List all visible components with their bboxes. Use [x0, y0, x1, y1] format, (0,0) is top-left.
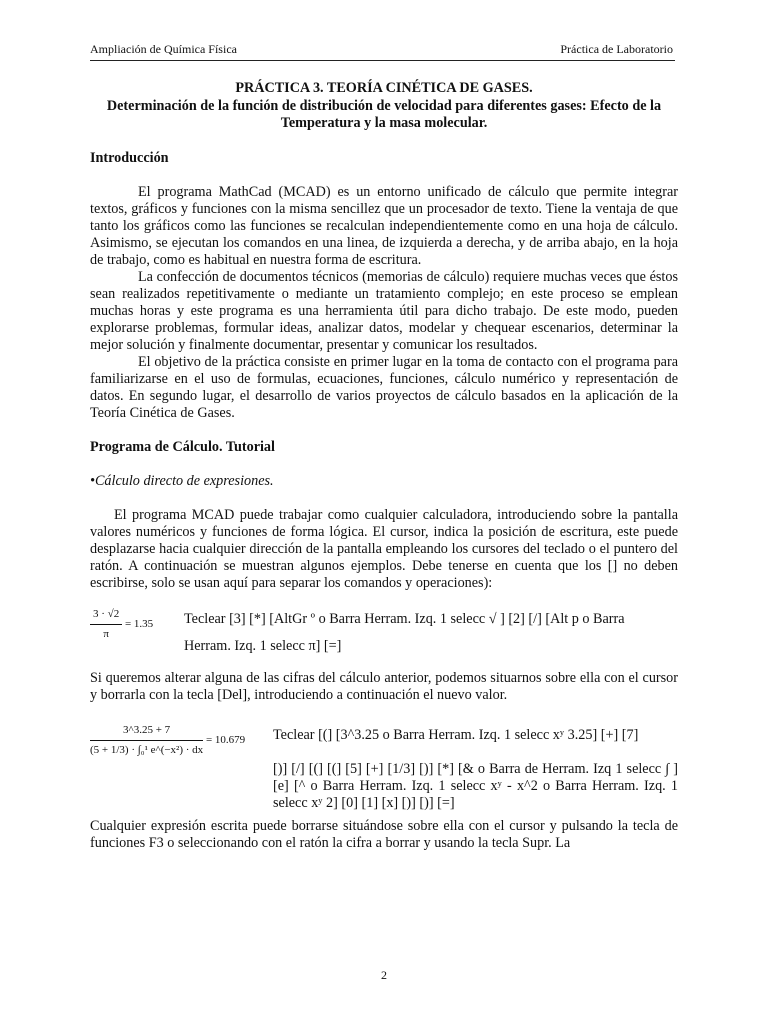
intro-paragraph-3: El objetivo de la práctica consiste en primer lugar en la toma de contacto con el programa para familiarizarse en el uso de formulas, ecuaciones, funciones, cálculo numérico y representación de datos. En segundo lugar, el desarrollo de varios proyectos de cálculo basados en la aplicación de la Teoría Cinética de Gases.: [90, 353, 678, 421]
intro-heading: Introducción: [90, 149, 169, 166]
tutorial-paragraph-1: El programa MCAD puede trabajar como cualquier calculadora, introduciendo sobre la pantalla valores numéricos y funciones de forma lógica. El cursor, indica la posición de escritura, este puede desplazarse hacia cualquier dirección de la pantalla empleando los cursores del teclado o el puntero del ratón. A continuación se muestran algunos ejemplos. Debe tenerse en cuenta que los [] no deben escribirse, solo se usan aquí para separar los comandos y operaciones):: [90, 506, 678, 591]
ex1-result: = 1.35: [124, 617, 154, 630]
header-left: Ampliación de Química Física: [90, 42, 237, 56]
last-paragraph: Cualquier expresión escrita puede borrarse situándose sobre ella con el cursor y pulsando la tecla de funciones F3 o seleccionando con el ratón la cifra a borrar y usando la tecla Supr. La: [90, 817, 678, 851]
tutorial-heading: Programa de Cálculo. Tutorial: [90, 438, 275, 455]
page-content: [90, 80, 678, 852]
ex2-text-line-b: [)] [/] [(] [(] [5] [+] [1/3] [)] [*] [& o Barra de Herram. Izq 1 selecc ∫ ] [e] [^ o Barra Herram. Izq. 1 selecc xʸ - x^2 o Barra Herram. Izq. 1 selecc xʸ 2] [0] [1] [x] [)] [)] [=]: [273, 760, 678, 811]
ex1-text-line-a: Teclear [3] [*] [AltGr º o Barra Herram. Izq. 1 selecc √ ] [2] [/] [Alt p o Barra: [184, 610, 625, 627]
intro-paragraph-1: El programa MathCad (MCAD) es un entorno unificado de cálculo que permite integrar textos, gráficos y funciones con la misma sencillez que un procesador de texto. Tiene la ventaja de que tanto los gráficos como las funciones se recalculan independientemente como en una hoja de cálculo. Asimismo, se ejecutan los comandos en una linea, de izquierda a derecha, y de arriba abajo, en la hoja de trabajo, como es habitual en nuestra forma de escritura.: [90, 183, 678, 268]
ex2-denominator: (5 + 1/3) · ∫₀¹ e^(−x²) · dx: [90, 743, 204, 756]
ex1-denominator: π: [103, 627, 109, 640]
header-rule: [90, 60, 675, 61]
example-1: [90, 592, 678, 658]
ex2-text-line-a: Teclear [(] [3^3.25 o Barra Herram. Izq. 1 selecc xʸ 3.25] [+] [7]: [273, 726, 639, 743]
ex2-result: = 10.679: [205, 733, 246, 746]
ex1-numerator: 3 · √2: [90, 606, 122, 625]
bullet-direct-calc: •Cálculo directo de expresiones.: [90, 472, 274, 489]
header-right: Práctica de Laboratorio: [560, 42, 673, 56]
example-2: [90, 704, 678, 812]
ex2-numerator: 3^3.25 + 7: [90, 722, 203, 741]
intro-paragraph-2: La confección de documentos técnicos (memorias de cálculo) requiere muchas veces que éstos sean realizados repetitivamente o mediante un tratamiento complejo; en este proceso se emplean muchas horas y este programa es una herramienta útil para dicho trabajo. De este modo, pueden explorarse problemas, formular ideas, analizar datos, modelar y chequear escenarios, determinar la mejor solución y finalmente documentar, presentar y comunicar los resultados.: [90, 268, 678, 353]
title-line-1: PRÁCTICA 3. TEORÍA CINÉTICA DE GASES.: [235, 80, 533, 96]
middle-paragraph: Si queremos alterar alguna de las cifras del cálculo anterior, podemos situarnos sobre ella con el cursor y borrarla con la tecla [Del], introduciendo a continuación el nuevo valor.: [90, 669, 678, 703]
page-number: 2: [381, 968, 387, 982]
title-line-2: Determinación de la función de distribución de velocidad para diferentes gases: Efecto de la Temperatura y la masa molecular.: [106, 97, 662, 131]
ex1-text-line-b: Herram. Izq. 1 selecc π] [=]: [184, 637, 342, 654]
